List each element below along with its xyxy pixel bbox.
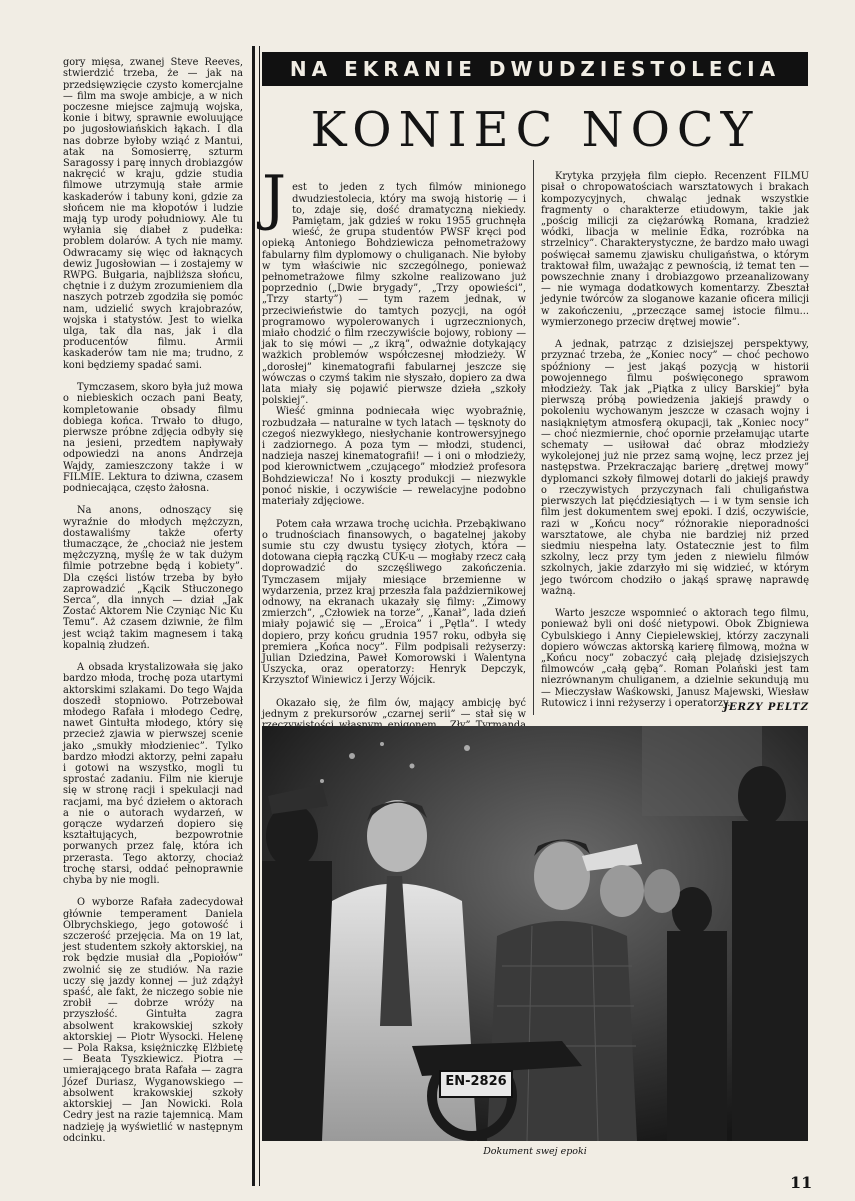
film-still-photo xyxy=(262,726,808,1141)
left-paragraph-2: Tymczasem, skoro była już mowa o niebieskich oczach pani Beaty, kompletowanie obsady filmu dobiega końca. Trwało to długo, pierwsze próbne zdjęcia odbyły się na jesieni, przedtem napływały odpowiedzi na anons Andrzeja Wajdy, zamieszczony także i w FILMIE. Lektura to dziwna, czasem podniecająca, często żałosna. xyxy=(63,382,243,494)
left-paragraph-1: gory mięsa, zwanej Steve Reeves, stwierdzić trzeba, że — jak na przedsięwzięcie czysto komercjalne — film ma swoje ambicje, a w nich poczesne miejsce zajmują wojska, konie i bitwy, sprawnie ewoluujące po jugosłowiańskich łąkach. I dla nas dobrze byłoby wziąć z Mantui, atak na Somosierrę, szturm Saragossy i parę innych drobiazgów nakręcić w kraju, gdzie studia filmowe utrzymują stałe armie kaskaderów i tabuny koni, gdzie za słońcem nie ma kłopotów i ludzie mają typ urody południowy. Ale tu wyłania się diabeł z pudełka: problem dolarów. A tych nie mamy. Odwracamy się więc od łaknących dewiz Jugosłowian — i zostajemy w RWPG. Bułgaria, najbliższa słońcu, chętnie i z dużym zrozumieniem dla naszych potrzeb zgodziła się pomóc nam, udzielić swych krajobrazów, wojska i statystów. Jest to wielka ulga, tak dla nas, jak i dla producentów filmu. Armii kaskaderów tam nie ma; trudno, z koni będziemy spadać sami. xyxy=(63,57,243,371)
author-signature: JERZY PELTZ xyxy=(723,701,809,713)
article-paragraph-4: Okazało się, że film ów, mający ambicję być jednym z prekursorów „czarnej serii” — stał się w xyxy=(262,697,526,720)
section-banner: NA EKRANIE DWUDZIESTOLECIA xyxy=(262,52,808,86)
article-paragraph-3: Potem cała wrzawa trochę ucichła. Przebąkiwano o trudnościach finansowych, o bagatelnej jakoby sumie stu czy dwustu tysięcy złotych, która — dotowana ciepłą rączką CUK-u — mogłaby rzecz całą doprowadzić do szczęśliwego zakończenia. Tymczasem mijały miesiące brzemienne w wydarzenia, przez kraj przeszła fala październikowej odnowy, na ekranach ukazały się filmy: „Zimowy zmierzch”, „Człowiek na torze”, „Kanał”, lada dzień miały pojawić się — „Eroica” i „Pętla”. I wtedy dopiero, przy końcu grudnia 1957 roku, odbyła się premiera „Końca nocy”. Film podpisali reżyserzy: Julian Dziedzina, Paweł Komorowski i Walentyna Uszycka, oraz operatorzy: Henryk Depczyk, Krzysztof Winiewicz i Jerzy Wójcik. xyxy=(262,518,526,687)
film-still-illustration xyxy=(262,726,808,1141)
drop-cap: J xyxy=(262,163,287,234)
article-column-divider xyxy=(533,160,534,715)
left-paragraph-4: A obsada krystalizowała się jako bardzo młoda, trochę poza utartymi aktorskimi szlakami. Do tego Wajda doszedł stopniowo. Potrzebował młodego Rafała i młodego Cedrę, nawet Gintułta młodego, który się przecież zjawia w pierwszej scenie jako „smukły młodzieniec”. Tylko bardzo młodzi aktorzy, pełni zapału i gotowi na wszystko, mogli tu sprostać zadaniu. Film nie kieruje się w stronę racji i spekulacji nad racjami, ma być dziełem o aktorach a nie o autorach wydarzeń, w gorącze wydarzeń dopiero się kształtujących, bezpowrotnie porwanych przez falę, która ich przerasta. Tego aktorzy, chociaż trochę starsi, oddać pełnoprawnie chyba by nie mogli. xyxy=(63,662,243,887)
article-paragraph-6: A jednak, patrząc z dzisiejszej perspektywy, przyznać trzeba, że „Koniec nocy” — choć pechowo spóźniony — jest jakąś pozycją w historii powojennego filmu poświęconego sprawom młodzieży. Tak jak „Piątka z ulicy Barskiej” była pierwszą próbą powiedzenia jakiejś prawdy o pokoleniu wychowanym jeszcze w czasach wojny i nasiąkniętym atmosferą okupacji, tak „Koniec nocy” — choć niezmiernie, choć opornie przełamując utarte schematy — usiłował dać obraz młodzieży wykolejonej już nie przez samą wojnę, lecz przez jej następstwa. Przekraczając barierę „drętwej mowy” dyplomanci szkoły filmowej dotarli do jakiejś prawdy o rzeczywistych przyczynach fali chuligaństwa pierwszych lat pięćdziesiątych — i w tym sensie ich film jest dokumentem swej epoki. I dziś, oczywiście, razi w „Końcu nocy” różnorakie nieporadności warsztatowe, ale chyba nie bardziej niż przed siedmiu niespełna laty. Ostatecznie jest to film szkolny, lecz przy tym jeden z niewielu filmów szkolnych, jakie zdarzyło mi się widzieć, w którym jego twórcom chodziło o jakąś sprawę naprawdę ważną. xyxy=(541,339,809,597)
left-paragraph-5: O wyborze Rafała zadecydował głównie temperament Daniela Olbrychskiego, jego gotowość i szczerość przejęcia. Ma on 19 lat, jest studentem szkoły aktorskiej, na rok będzie musiał dla „Popiołów” zwolnić się ze studiów. Na razie uczy się jazdy konnej — już zdążył spaść, ale fakt, że niczego sobie nie zrobił — dobrze wróży na przyszłość. Gintułta zagra absolwent krakowskiej szkoły aktorskiej — Piotr Wysocki. Helenę — Pola Raksa, księżniczkę Elżbietę — Beata Tyszkiewicz. Piotra — umierającego brata Rafała — zagra Józef Duriasz, Wyganowskiego — absolwent krakowskiej szkoły aktorskiej — Jan Nowicki. Rola Cedry jest na razie tajemnicą. Mam nadzieję ją wyświetlić w następnym odcinku. xyxy=(63,897,243,1144)
left-column xyxy=(63,46,243,1186)
column-divider-thick xyxy=(252,46,255,1186)
article-column-2 xyxy=(541,160,809,715)
article-paragraph-7: Warto jeszcze wspomnieć o aktorach tego filmu, ponieważ byli oni dość nietypowi. Obok Zbigniewa Cybulskiego i Anny Ciepielewskiej, którzy zaczynali dopiero wówczas aktorską karierę filmową, można w „Końcu nocy” zobaczyć całą plejadę dzisiejszych filmowców „całą gębą”. Roman Polański jest tam niezrównanym chuliganem, a dzielnie sekundują mu — Mieczysław Waśkowski, Janusz Majewski, Wiesław Rutowicz i inni reżyserzy i operatorzy. xyxy=(541,608,809,709)
article-paragraph-1: est to jeden z tych filmów minionego dwudziestolecia, który ma swoją historię — i to, zdaje się, dość dramatyczną niekiedy. Pamiętam, jak gdzieś w roku 1955 gruchnęła wieść, że grupa studentów PWSF kręci pod opieką Antoniego Bohdziewicza pełnometrażowy fabularny film dyplomowy o chuliganach. Nie byłoby w tym właściwie nic szczególnego, ponieważ pełnometrażowe filmy szkolne realizowano już poprzednio („Dwie brygady”, „Trzy opowieści”, „Trzy starty”) — tym razem jednak, w przeciwieństwie do tamtych pozycji, na ogół programowo wypolerowanych i ugrzecznionych, miało chodzić o film rzeczywiście bojowy, robiony — jak to się mówi — „z ikrą”, odważnie dotykający ważkich problemów współczesnej młodzieży. W „dorosłej” kinematografii fabularnej jeszcze się wówczas o czymś takim nie słyszało, dopiero za dwa lata miały się pojawić pierwsze dzieła „szkoły polskiej”. xyxy=(262,182,526,407)
page-number: 11 xyxy=(790,1173,813,1192)
column-divider-thin xyxy=(259,46,260,1186)
article-paragraph-5: Krytyka przyjęła film ciepło. Recenzent FILMU pisał o chropowatościach warsztatowych i brakach kompozycyjnych, chwaląc jednak wszystkie fragmenty o charakterze etiudowym, takie jak „pościg milicji za ciężarówką Romana, kradzież wódki, libacja w melinie Edka, rozróbka na strzelnicy”. Charakterystyczne, że bardzo mało uwagi poświęcał samemu zjawisku chuligaństwa, o którym traktował film, uważając z pewnością, iż temat ten — powszechnie znany i drobiazgowo przeanalizowany — nie wymaga dodatkowych komentarzy. Zbeształ jedynie twórców za sloganowe kazanie oficera milicji w zakończeniu, „przeczące samej istocie filmu... wymierzonego przeciw drętwej mowie”. xyxy=(541,171,809,328)
left-paragraph-3: Na anons, odnoszący się wyraźnie do młodych mężczyzn, dostawaliśmy także oferty tłumaczące, że „chociaż nie jestem mężczyzną, myślę że w tak dużym filmie potrzebne będą i kobiety”. Dla części listów trzeba by było zaprowadzić „Kącik Stłuczonego Serca”, dla innych — dział „Jak Zostać Aktorem Nie Czyniąc Nic Ku Temu”. Aż czasem dziwnie, że film jest wciąż takim magnesem i taką kopalnią złudzeń. xyxy=(63,505,243,651)
article-column-1 xyxy=(262,160,526,720)
license-plate: EN-2826 xyxy=(445,1074,507,1089)
article-title: KONIEC NOCY xyxy=(310,102,760,158)
photo-caption: Dokument swej epoki xyxy=(483,1146,587,1157)
article-paragraph-2: Wieść gminna podniecała więc wyobraźnię, rozbudzała — naturalne w tych latach — tęsknoty do czegoś niezwykłego, niesłychanie kontrowersyjnego i zadziornego. A poza tym — młodzi, studenci, nadzieja naszej kinematografii! — i oni o młodzieży, pod kierownictwem „czującego” młodzież profesora Bohdziewicza! No i koszty produkcji — niezwykle ponoć niskie, i oczywiście — rewelacyjne podobno materiały zdjęciowe. xyxy=(262,406,526,508)
